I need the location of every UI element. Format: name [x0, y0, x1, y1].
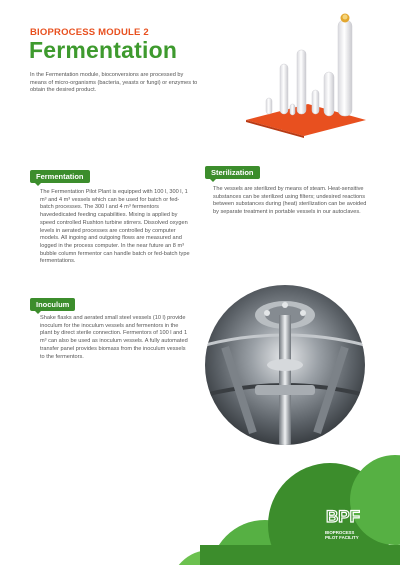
- section-label-sterilization: Sterilization: [205, 166, 260, 179]
- svg-text:BPF: BPF: [326, 507, 360, 526]
- section-label-fermentation: Fermentation: [30, 170, 90, 183]
- vessel-interior-photo: [205, 285, 365, 445]
- intro-paragraph: In the Fermentation module, bioconversions are processed by means of micro-organisms (bacteria, yeasts or fungi) or enzymes to obtain the desired product.: [30, 72, 198, 94]
- section-label-inoculum: Inoculum: [30, 298, 75, 311]
- fermentor-tanks-illustration: [238, 8, 368, 138]
- module-label: BIOPROCESS MODULE 2: [30, 27, 149, 38]
- bpf-logo: [326, 506, 366, 526]
- page-title: Fermentation: [29, 37, 178, 63]
- tank-tall: [338, 20, 352, 116]
- inoculum-text: Shake flasks and aerated small steel vessels (10 l) provide inoculum for the inoculum vessels and fermentors in the plant by direct sterile connection. Fermentors of 100 l and 1 m³ can also be used as inoculum vessels. A fully automated transfer panel provides biomass from the inoculum vessels to the fermentors.: [40, 315, 188, 360]
- fermentation-text: The Fermentation Pilot Plant is equipped with 100 l, 300 l, 1 m³ and 4 m³ vessels which can be used for batch or fed-batch processes. The 300 l and 4 m³ fermentors havededicated feeding capabilities. Mixing is applied by speed controlled Rushton turbine stirrers. Dissolved oxygen levels in aerated processes are controlled by computer models. All ingoing and outgoing flows are measured and logged in the process computer. In the near future an 8 m³ bubble column fermentor can handle batch or fed-batch type fermentations.: [40, 189, 190, 265]
- footer-decoration: [0, 445, 400, 565]
- sterilization-text: The vessels are sterilized by means of steam. Heat-sensitive substances can be sterilized using filters; undesired reactions between substances during (heat) sterilization can be avoided by separate treatment in portable vessels in our autoclaves.: [213, 186, 367, 216]
- facility-name: BIOPROCESS PILOT FACILITY: [325, 530, 359, 541]
